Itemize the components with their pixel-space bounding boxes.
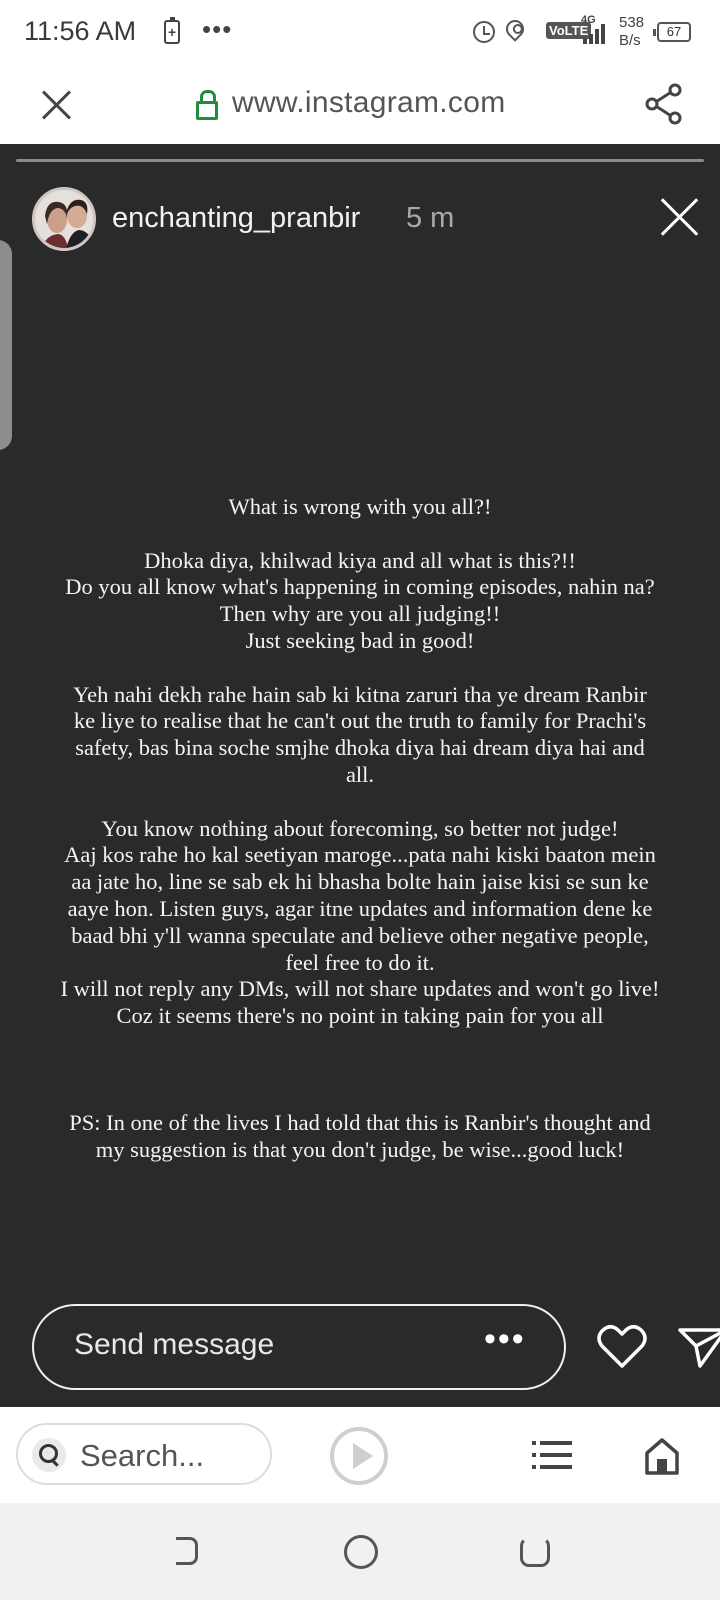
- more-options-icon[interactable]: •••: [484, 1320, 526, 1358]
- send-icon[interactable]: [678, 1322, 720, 1370]
- close-icon[interactable]: [38, 86, 74, 122]
- share-icon[interactable]: [644, 82, 684, 126]
- story-paragraph-4: You know nothing about forecoming, so better not judge! Aaj kos rahe ho kal seetiyan maroge...pata nahi kiski baaton mein aa jate ho, line se sab ek hi bhasha bolte hain jaise kisi se sun ke aaye hon. Listen guys, agar itne updates and information dene ke baad bhi y'll wanna speculate and believe other negative people, feel free to do it. I will not reply any DMs, will not share updates and won't go live! Coz it seems there's no point in taking pain for you all: [60, 815, 660, 1029]
- story-timestamp: 5 m: [406, 202, 455, 234]
- volte-badge: VoLTE: [546, 22, 591, 39]
- story-paragraph-2: Dhoka diya, khilwad kiya and all what is this?!! Do you all know what's happening in coming episodes, nahin na? Then why are you all judging!! Just seeking bad in good!: [65, 547, 655, 653]
- home-icon[interactable]: [644, 1437, 680, 1475]
- play-icon[interactable]: [330, 1427, 388, 1485]
- lock-icon[interactable]: [196, 90, 218, 116]
- story-progress-bar: [16, 159, 704, 162]
- send-message-input[interactable]: [32, 1304, 566, 1390]
- close-story-icon[interactable]: [660, 196, 700, 236]
- net-speed-unit: B/s: [619, 32, 641, 49]
- net-speed-value: 538: [619, 14, 645, 31]
- network-type-label: 4G: [581, 14, 596, 26]
- location-icon: [502, 16, 527, 41]
- battery-icon: 67: [657, 22, 691, 42]
- story-username[interactable]: enchanting_pranbir: [112, 202, 361, 234]
- previous-story-handle[interactable]: [0, 240, 12, 450]
- search-placeholder: Search...: [80, 1438, 205, 1473]
- url-text[interactable]: www.instagram.com: [232, 86, 506, 119]
- home-nav-icon[interactable]: [344, 1535, 378, 1569]
- send-message-placeholder: Send message: [74, 1328, 275, 1361]
- recent-apps-icon[interactable]: [520, 1537, 550, 1567]
- story-viewer[interactable]: [0, 144, 720, 1407]
- story-paragraph-3: Yeh nahi dekh rahe hain sab ki kitna zaruri tha ye dream Ranbir ke liye to realise that he can't out the truth to family for Prachi's safety, bas bina soche smjhe dhoka diya hai dream diya hai and all.: [73, 681, 647, 787]
- status-time: 11:56 AM: [24, 16, 137, 46]
- menu-list-icon[interactable]: [532, 1441, 572, 1471]
- story-paragraph-5: PS: In one of the lives I had told that this is Ranbir's thought and my suggestion is that you don't judge, be wise...good luck!: [69, 1110, 651, 1163]
- story-paragraph-1: What is wrong with you all?!: [228, 494, 492, 519]
- avatar[interactable]: [32, 187, 96, 251]
- system-navigation-bar: [0, 1503, 720, 1600]
- more-notifications-icon: •••: [202, 14, 233, 44]
- alarm-icon: [473, 21, 495, 43]
- signal-icon: [583, 24, 609, 44]
- net-speed: [619, 14, 644, 50]
- story-text: [20, 494, 700, 1164]
- search-icon: [32, 1438, 66, 1472]
- battery-saver-icon: +: [164, 20, 180, 44]
- search-input[interactable]: [16, 1423, 272, 1485]
- back-icon[interactable]: [176, 1537, 198, 1565]
- avatar-image: [35, 190, 96, 251]
- browser-bottom-bar: [0, 1407, 720, 1503]
- status-bar: [0, 0, 720, 66]
- heart-icon[interactable]: [596, 1322, 648, 1370]
- browser-header: [0, 66, 720, 144]
